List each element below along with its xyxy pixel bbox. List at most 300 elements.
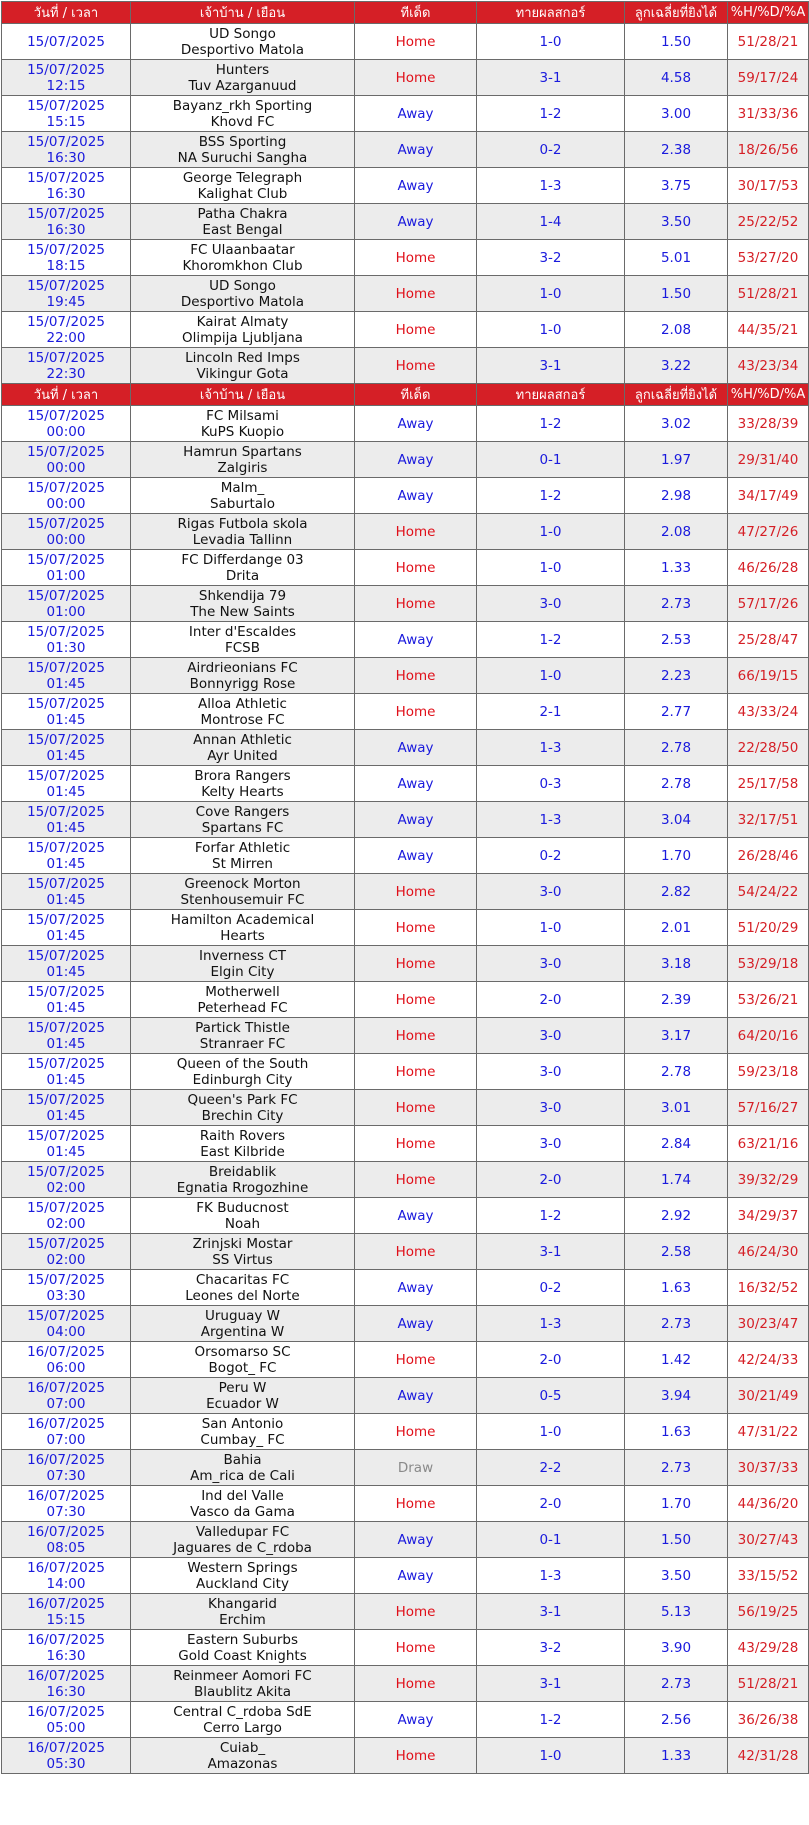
match-datetime-cell: [2, 1450, 131, 1486]
teams-cell: [131, 694, 355, 730]
average-goals-cell: 2.77: [625, 694, 728, 730]
match-date: 15/07/2025: [27, 1307, 105, 1324]
probability-cell: 66/19/15: [728, 658, 809, 694]
tip-cell: Home: [355, 1738, 477, 1774]
tip-cell: Home: [355, 1486, 477, 1522]
home-team: Uruguay W: [204, 1307, 280, 1324]
average-goals-cell: 3.01: [625, 1090, 728, 1126]
away-team: Edinburgh City: [192, 1071, 293, 1088]
probability-cell: 30/27/43: [728, 1522, 809, 1558]
home-team: Bayanz_rkh Sporting: [172, 97, 313, 114]
table-row[interactable]: [2, 1054, 809, 1090]
predictions-table: [1, 1, 809, 1774]
home-team: Airdrieonians FC: [187, 659, 298, 676]
away-team: Erchim: [219, 1611, 266, 1628]
match-date: 15/07/2025: [27, 551, 105, 568]
column-header-avg-goals: ลูกเฉลี่ยที่ยิงได้: [625, 2, 728, 24]
table-row[interactable]: [2, 442, 809, 478]
table-header-row: [2, 384, 809, 406]
probability-cell: 43/23/34: [728, 348, 809, 384]
home-team: Western Springs: [187, 1559, 298, 1576]
predicted-score-cell: 2-0: [477, 982, 625, 1018]
average-goals-cell: 1.74: [625, 1162, 728, 1198]
teams-cell: [131, 514, 355, 550]
away-team: Am_rica de Cali: [190, 1467, 295, 1484]
probability-cell: 25/28/47: [728, 622, 809, 658]
teams-cell: [131, 24, 355, 60]
probability-cell: 25/22/52: [728, 204, 809, 240]
match-date: 15/07/2025: [27, 349, 105, 366]
match-date: 15/07/2025: [27, 1271, 105, 1288]
table-row[interactable]: [2, 96, 809, 132]
match-time: 01:45: [46, 1071, 86, 1088]
match-date: 15/07/2025: [27, 875, 105, 892]
tip-cell: Home: [355, 348, 477, 384]
teams-cell: [131, 658, 355, 694]
match-datetime-cell: [2, 910, 131, 946]
predicted-score-cell: 0-2: [477, 132, 625, 168]
table-row[interactable]: [2, 1666, 809, 1702]
table-row[interactable]: [2, 514, 809, 550]
predicted-score-cell: 1-2: [477, 622, 625, 658]
home-team: Kairat Almaty: [196, 313, 289, 330]
average-goals-cell: 1.63: [625, 1414, 728, 1450]
table-row[interactable]: [2, 1162, 809, 1198]
away-team: Levadia Tallinn: [192, 531, 293, 548]
tip-cell: Home: [355, 946, 477, 982]
predicted-score-cell: 3-1: [477, 60, 625, 96]
probability-cell: 43/33/24: [728, 694, 809, 730]
predicted-score-cell: 1-3: [477, 1306, 625, 1342]
match-date: 15/07/2025: [27, 1019, 105, 1036]
match-date: 15/07/2025: [27, 1235, 105, 1252]
tip-cell: Away: [355, 168, 477, 204]
match-time: 07:00: [46, 1395, 86, 1412]
probability-cell: 44/35/21: [728, 312, 809, 348]
home-team: Hunters: [215, 61, 270, 78]
table-row[interactable]: [2, 1198, 809, 1234]
predicted-score-cell: 3-0: [477, 586, 625, 622]
probability-cell: 51/28/21: [728, 1666, 809, 1702]
match-time: 01:45: [46, 711, 86, 728]
table-row[interactable]: [2, 1738, 809, 1774]
match-time: 15:15: [46, 113, 86, 130]
predicted-score-cell: 3-0: [477, 1054, 625, 1090]
average-goals-cell: 1.42: [625, 1342, 728, 1378]
probability-cell: 51/20/29: [728, 910, 809, 946]
average-goals-cell: 1.50: [625, 1522, 728, 1558]
table-row[interactable]: [2, 910, 809, 946]
away-team: Stenhousemuir FC: [180, 891, 305, 908]
probability-cell: 33/15/52: [728, 1558, 809, 1594]
teams-cell: [131, 1306, 355, 1342]
probability-cell: 46/26/28: [728, 550, 809, 586]
home-team: Khangarid: [208, 1595, 277, 1612]
teams-cell: [131, 586, 355, 622]
tip-cell: Draw: [355, 1450, 477, 1486]
table-row[interactable]: [2, 1306, 809, 1342]
probability-cell: 29/31/40: [728, 442, 809, 478]
match-datetime-cell: [2, 874, 131, 910]
table-row[interactable]: [2, 982, 809, 1018]
match-date: 16/07/2025: [27, 1703, 105, 1720]
away-team: Kelty Hearts: [201, 783, 284, 800]
tip-cell: Home: [355, 1162, 477, 1198]
tip-cell: Home: [355, 1414, 477, 1450]
away-team: St Mirren: [212, 855, 273, 872]
average-goals-cell: 2.38: [625, 132, 728, 168]
match-time: 01:45: [46, 1035, 86, 1052]
table-row[interactable]: [2, 946, 809, 982]
average-goals-cell: 2.08: [625, 514, 728, 550]
match-datetime-cell: [2, 276, 131, 312]
predicted-score-cell: 0-5: [477, 1378, 625, 1414]
predicted-score-cell: 1-4: [477, 204, 625, 240]
match-date: 16/07/2025: [27, 1379, 105, 1396]
probability-cell: 51/28/21: [728, 24, 809, 60]
tip-cell: Away: [355, 622, 477, 658]
away-team: KuPS Kuopio: [200, 423, 285, 440]
teams-cell: [131, 1558, 355, 1594]
match-datetime-cell: [2, 204, 131, 240]
teams-cell: [131, 1630, 355, 1666]
away-team: NA Suruchi Sangha: [177, 149, 308, 166]
predicted-score-cell: 1-0: [477, 658, 625, 694]
match-date: 15/07/2025: [27, 515, 105, 532]
match-datetime-cell: [2, 1270, 131, 1306]
home-team: Peru W: [218, 1379, 267, 1396]
away-team: Argentina W: [200, 1323, 285, 1340]
table-row[interactable]: [2, 586, 809, 622]
column-header-avg-goals: ลูกเฉลี่ยที่ยิงได้: [625, 384, 728, 406]
match-datetime-cell: [2, 478, 131, 514]
probability-cell: 36/26/38: [728, 1702, 809, 1738]
average-goals-cell: 3.50: [625, 1558, 728, 1594]
predicted-score-cell: 1-0: [477, 910, 625, 946]
match-date: 15/07/2025: [27, 623, 105, 640]
home-team: Queen's Park FC: [187, 1091, 298, 1108]
tip-cell: Home: [355, 586, 477, 622]
teams-cell: [131, 1594, 355, 1630]
table-row[interactable]: [2, 1378, 809, 1414]
tip-cell: Away: [355, 838, 477, 874]
probability-cell: 53/29/18: [728, 946, 809, 982]
table-row[interactable]: [2, 1234, 809, 1270]
table-header-row: [2, 2, 809, 24]
match-datetime-cell: [2, 658, 131, 694]
tip-cell: Home: [355, 874, 477, 910]
table-row[interactable]: [2, 622, 809, 658]
average-goals-cell: 2.01: [625, 910, 728, 946]
match-datetime-cell: [2, 60, 131, 96]
match-date: 15/07/2025: [27, 983, 105, 1000]
match-datetime-cell: [2, 312, 131, 348]
match-time: 02:00: [46, 1215, 86, 1232]
match-datetime-cell: [2, 514, 131, 550]
probability-cell: 53/27/20: [728, 240, 809, 276]
tip-cell: Away: [355, 132, 477, 168]
match-time: 06:00: [46, 1359, 86, 1376]
table-row[interactable]: [2, 802, 809, 838]
table-row[interactable]: [2, 276, 809, 312]
match-datetime-cell: [2, 1306, 131, 1342]
match-datetime-cell: [2, 96, 131, 132]
probability-cell: 47/27/26: [728, 514, 809, 550]
teams-cell: [131, 1198, 355, 1234]
match-date: 16/07/2025: [27, 1523, 105, 1540]
predicted-score-cell: 3-2: [477, 1630, 625, 1666]
match-time: 01:45: [46, 675, 86, 692]
table-row[interactable]: [2, 406, 809, 442]
table-row[interactable]: [2, 60, 809, 96]
away-team: Tuv Azarganuud: [188, 77, 297, 94]
tip-cell: Home: [355, 1234, 477, 1270]
column-header-date-time: วันที่ / เวลา: [2, 2, 131, 24]
away-team: Noah: [224, 1215, 261, 1232]
probability-cell: 63/21/16: [728, 1126, 809, 1162]
tip-cell: Away: [355, 1558, 477, 1594]
table-row[interactable]: [2, 658, 809, 694]
table-row[interactable]: [2, 348, 809, 384]
away-team: Brechin City: [201, 1107, 284, 1124]
predicted-score-cell: 1-2: [477, 406, 625, 442]
predictions-page: [0, 1, 809, 1825]
away-team: Kalighat Club: [197, 185, 288, 202]
probability-cell: 31/33/36: [728, 96, 809, 132]
probability-cell: 44/36/20: [728, 1486, 809, 1522]
match-time: 01:45: [46, 999, 86, 1016]
teams-cell: [131, 1342, 355, 1378]
table-row[interactable]: [2, 312, 809, 348]
table-row[interactable]: [2, 1630, 809, 1666]
match-time: 02:00: [46, 1179, 86, 1196]
table-row[interactable]: [2, 1342, 809, 1378]
teams-cell: [131, 802, 355, 838]
match-datetime-cell: [2, 132, 131, 168]
home-team: BSS Sporting: [198, 133, 287, 150]
average-goals-cell: 3.94: [625, 1378, 728, 1414]
table-row[interactable]: [2, 1486, 809, 1522]
table-row[interactable]: [2, 766, 809, 802]
home-team: Brora Rangers: [194, 767, 291, 784]
average-goals-cell: 2.84: [625, 1126, 728, 1162]
match-time: 00:00: [46, 531, 86, 548]
average-goals-cell: 2.78: [625, 1054, 728, 1090]
probability-cell: 54/24/22: [728, 874, 809, 910]
match-time: 01:45: [46, 891, 86, 908]
match-datetime-cell: [2, 1162, 131, 1198]
match-time: 04:00: [46, 1323, 86, 1340]
match-date: 15/07/2025: [27, 277, 105, 294]
away-team: Drita: [225, 567, 260, 584]
table-row[interactable]: [2, 204, 809, 240]
table-row[interactable]: [2, 132, 809, 168]
teams-cell: [131, 730, 355, 766]
match-time: 00:00: [46, 423, 86, 440]
match-date: 15/07/2025: [27, 133, 105, 150]
match-date: 16/07/2025: [27, 1667, 105, 1684]
match-time: 07:30: [46, 1503, 86, 1520]
home-team: FC Ulaanbaatar: [190, 241, 295, 258]
column-header-score: ทายผลสกอร์: [477, 2, 625, 24]
probability-cell: 46/24/30: [728, 1234, 809, 1270]
away-team: Desportivo Matola: [180, 293, 305, 310]
match-datetime-cell: [2, 622, 131, 658]
table-row[interactable]: [2, 478, 809, 514]
average-goals-cell: 1.70: [625, 838, 728, 874]
match-date: 15/07/2025: [27, 839, 105, 856]
match-time: 01:30: [46, 639, 86, 656]
predicted-score-cell: 1-3: [477, 168, 625, 204]
average-goals-cell: 1.63: [625, 1270, 728, 1306]
predicted-score-cell: 1-0: [477, 1414, 625, 1450]
predicted-score-cell: 3-1: [477, 1234, 625, 1270]
tip-cell: Home: [355, 1090, 477, 1126]
match-datetime-cell: [2, 1558, 131, 1594]
tip-cell: Away: [355, 406, 477, 442]
average-goals-cell: 2.92: [625, 1198, 728, 1234]
average-goals-cell: 3.18: [625, 946, 728, 982]
home-team: Ind del Valle: [201, 1487, 284, 1504]
table-row[interactable]: [2, 1270, 809, 1306]
table-row[interactable]: [2, 730, 809, 766]
match-date: 16/07/2025: [27, 1487, 105, 1504]
teams-cell: [131, 1486, 355, 1522]
column-header-score: ทายผลสกอร์: [477, 384, 625, 406]
predicted-score-cell: 0-2: [477, 1270, 625, 1306]
match-datetime-cell: [2, 1126, 131, 1162]
probability-cell: 47/31/22: [728, 1414, 809, 1450]
tip-cell: Away: [355, 96, 477, 132]
match-time: 01:00: [46, 603, 86, 620]
match-time: 01:45: [46, 927, 86, 944]
teams-cell: [131, 204, 355, 240]
predicted-score-cell: 1-0: [477, 24, 625, 60]
match-datetime-cell: [2, 586, 131, 622]
home-team: Greenock Morton: [184, 875, 301, 892]
predicted-score-cell: 1-0: [477, 514, 625, 550]
tip-cell: Away: [355, 1198, 477, 1234]
match-date: 15/07/2025: [27, 443, 105, 460]
away-team: Zalgiris: [217, 459, 268, 476]
teams-cell: [131, 622, 355, 658]
home-team: Central C_rdoba SdE: [173, 1703, 312, 1720]
match-datetime-cell: [2, 406, 131, 442]
match-date: 15/07/2025: [27, 1091, 105, 1108]
match-date: 15/07/2025: [27, 659, 105, 676]
table-row[interactable]: [2, 1018, 809, 1054]
teams-cell: [131, 1522, 355, 1558]
match-datetime-cell: [2, 1486, 131, 1522]
home-team: Queen of the South: [176, 1055, 309, 1072]
tip-cell: Away: [355, 1522, 477, 1558]
table-row[interactable]: [2, 1090, 809, 1126]
table-row[interactable]: [2, 1522, 809, 1558]
away-team: Stranraer FC: [199, 1035, 286, 1052]
match-time: 22:00: [46, 329, 86, 346]
away-team: SS Virtus: [212, 1251, 273, 1268]
table-row[interactable]: [2, 550, 809, 586]
home-team: Bahia: [223, 1451, 262, 1468]
match-date: 15/07/2025: [27, 947, 105, 964]
match-date: 15/07/2025: [27, 205, 105, 222]
probability-cell: 42/24/33: [728, 1342, 809, 1378]
average-goals-cell: 1.33: [625, 550, 728, 586]
home-team: Zrinjski Mostar: [192, 1235, 293, 1252]
match-time: 00:00: [46, 495, 86, 512]
teams-cell: [131, 946, 355, 982]
table-row[interactable]: [2, 874, 809, 910]
predicted-score-cell: 1-2: [477, 1198, 625, 1234]
teams-cell: [131, 1270, 355, 1306]
match-time: 08:05: [46, 1539, 86, 1556]
home-team: Motherwell: [205, 983, 280, 1000]
column-header-tip: ทีเด็ด: [355, 384, 477, 406]
home-team: Annan Athletic: [193, 731, 292, 748]
column-header-percent: %H/%D/%A: [728, 2, 809, 24]
average-goals-cell: 3.75: [625, 168, 728, 204]
teams-cell: [131, 168, 355, 204]
table-row[interactable]: [2, 1450, 809, 1486]
table-row[interactable]: [2, 1594, 809, 1630]
table-row[interactable]: [2, 694, 809, 730]
average-goals-cell: 2.73: [625, 1450, 728, 1486]
home-team: Raith Rovers: [199, 1127, 286, 1144]
match-datetime-cell: [2, 1018, 131, 1054]
probability-cell: 18/26/56: [728, 132, 809, 168]
column-header-percent: %H/%D/%A: [728, 384, 809, 406]
column-header-teams: เจ้าบ้าน / เยือน: [131, 384, 355, 406]
teams-cell: [131, 132, 355, 168]
match-time: 01:45: [46, 963, 86, 980]
match-datetime-cell: [2, 168, 131, 204]
away-team: Vikingur Gota: [196, 365, 289, 382]
home-team: Forfar Athletic: [194, 839, 291, 856]
home-team: Cuiab_: [219, 1739, 266, 1756]
away-team: Egnatia Rrogozhine: [176, 1179, 309, 1196]
predicted-score-cell: 1-2: [477, 96, 625, 132]
table-row[interactable]: [2, 1558, 809, 1594]
table-row[interactable]: [2, 240, 809, 276]
average-goals-cell: 1.97: [625, 442, 728, 478]
predicted-score-cell: 2-0: [477, 1342, 625, 1378]
away-team: Montrose FC: [200, 711, 285, 728]
home-team: UD Songo: [209, 277, 276, 294]
table-row[interactable]: [2, 1414, 809, 1450]
table-row[interactable]: [2, 168, 809, 204]
table-row[interactable]: [2, 1126, 809, 1162]
average-goals-cell: 2.78: [625, 766, 728, 802]
average-goals-cell: 5.13: [625, 1594, 728, 1630]
home-team: Lincoln Red Imps: [185, 349, 300, 366]
teams-cell: [131, 1414, 355, 1450]
match-date: 16/07/2025: [27, 1631, 105, 1648]
average-goals-cell: 2.73: [625, 1666, 728, 1702]
away-team: East Bengal: [202, 221, 283, 238]
tip-cell: Home: [355, 276, 477, 312]
table-row[interactable]: [2, 838, 809, 874]
match-datetime-cell: [2, 1054, 131, 1090]
home-team: UD Songo: [209, 25, 276, 42]
away-team: Auckland City: [196, 1575, 289, 1592]
average-goals-cell: 2.58: [625, 1234, 728, 1270]
match-datetime-cell: [2, 240, 131, 276]
table-row[interactable]: [2, 24, 809, 60]
match-time: 05:30: [46, 1755, 86, 1772]
table-row[interactable]: [2, 1702, 809, 1738]
probability-cell: 51/28/21: [728, 276, 809, 312]
teams-cell: [131, 348, 355, 384]
